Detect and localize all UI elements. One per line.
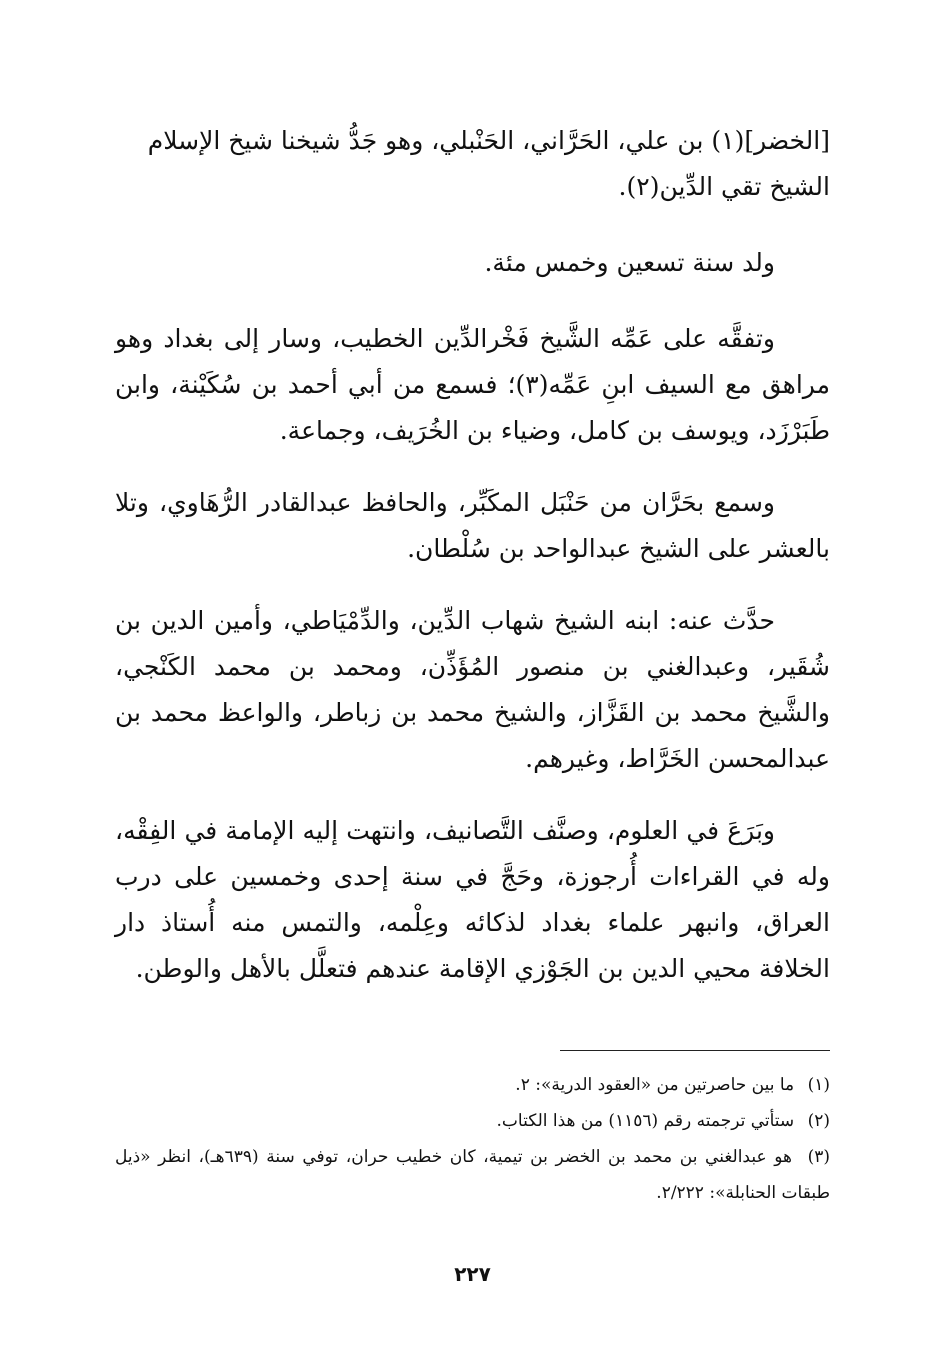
- footnote-text: ستأتي ترجمته رقم (١١٥٦) من هذا الكتاب.: [496, 1111, 795, 1131]
- paragraph-2: ولد سنة تسعين وخمس مئة.: [484, 248, 775, 277]
- paragraph-3: وتفقَّه على عَمِّه الشَّيخ فَخْرالدِّين الخطيب، وسار إلى بغداد وهو مراهق مع السيف ابنِ عَمِّه(٣)؛ فسمع من أبي أحمد بن سُكَيْنة، وابن طَبَرْزَد، ويوسف بن كامل، وضياء بن الخُرَيف، وجماعة.: [115, 324, 830, 445]
- paragraph-1-line-1: [الخضر](١) بن علي، الحَرَّاني، الحَنْبلي، وهو جَدُّ شيخنا شيخ الإسلام: [147, 126, 830, 155]
- footnote-text: ما بين حاصرتين من «العقود الدرية»: ٢.: [515, 1075, 795, 1095]
- paragraph-1: [115, 118, 830, 210]
- footnote-1: [115, 1067, 830, 1103]
- paragraph-5: حدَّث عنه: ابنه الشيخ شهاب الدِّين، والدِّمْيَاطي، وأمين الدين بن شُقَير، وعبدالغني بن منصور المُؤَذِّن، ومحمد بن محمد الكَنْجي، والشَّيخ محمد بن القَزَّاز، والشيخ محمد بن زباطر، والواعظ محمد بن عبدالمحسن الخَرَّاط، وغيرهم.: [115, 606, 830, 773]
- footnote-2: [115, 1103, 830, 1139]
- footnote-number: (٢): [807, 1111, 830, 1131]
- footnotes: [115, 1067, 830, 1211]
- page-number: ٢٢٧: [454, 1262, 491, 1286]
- footnote-divider: [560, 1050, 830, 1051]
- footnote-text: هو عبدالغني بن محمد بن الخضر بن تيمية، كان خطيب حران، توفي سنة (٦٣٩هـ)، انظر «ذيل طبقات الحنابلة»: ٢/٢٢٢.: [115, 1147, 830, 1203]
- footnote-3: [115, 1139, 830, 1211]
- footnote-number: (١): [807, 1075, 830, 1095]
- paragraph-1-line-2: الشيخ تقي الدِّين(٢).: [618, 172, 830, 201]
- footnote-number: (٣): [807, 1147, 830, 1167]
- paragraph-4: وسمع بحَرَّان من حَنْبَل المكَبِّر، والحافظ عبدالقادر الرُّهَاوي، وتلا بالعشر على الشيخ عبدالواحد بن سُلْطان.: [115, 488, 830, 563]
- main-text: [115, 118, 830, 1018]
- paragraph-6: وبَرَعَ في العلوم، وصنَّف التَّصانيف، وانتهت إليه الإمامة في الفِقْه، وله في القراءات أُرجوزة، وحَجَّ في سنة إحدى وخمسين على درب العراق، وانبهر علماء بغداد لذكائه وعِلْمه، والتمس منه أُستاذ دار الخلافة محيي الدين بن الجَوْزي الإقامة عندهم فتعلَّل بالأهل والوطن.: [115, 816, 830, 983]
